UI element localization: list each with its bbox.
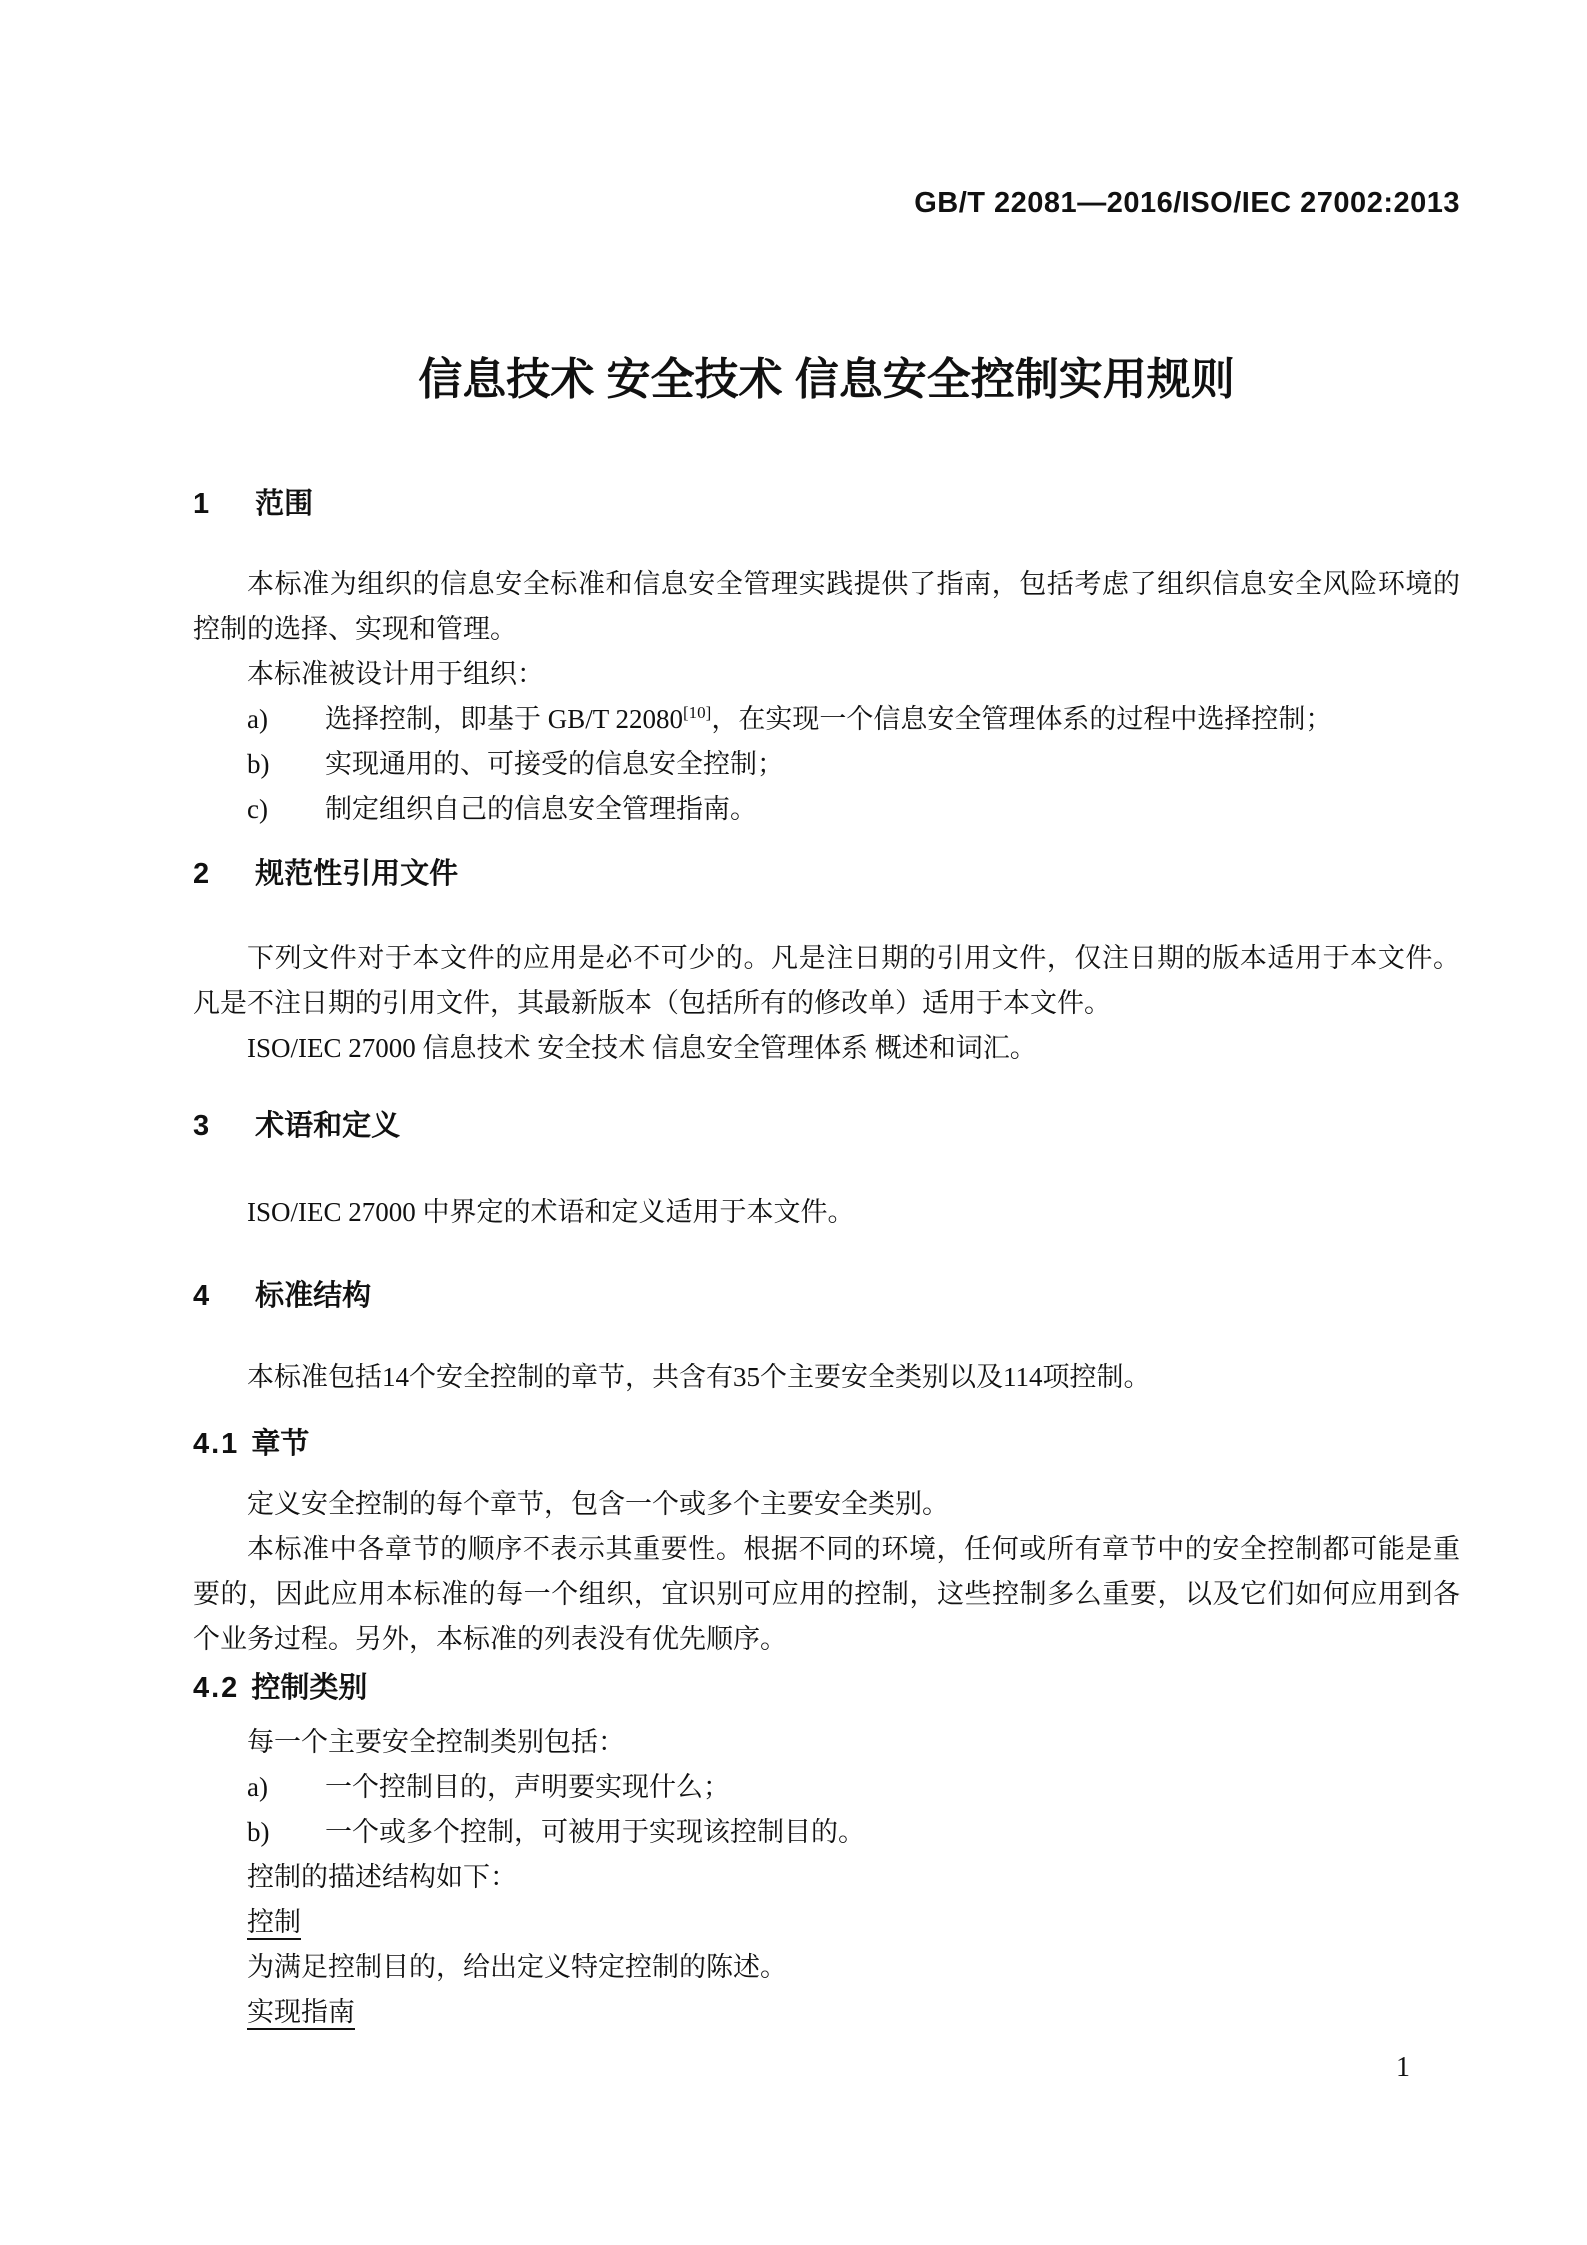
section-1-list [193, 697, 1460, 832]
section-4-1-title: 章节 [251, 1428, 310, 1460]
document-code-header: GB/T 22081—2016/ISO/IEC 27002:2013 [914, 187, 1460, 219]
list-item-a-text-before: 选择控制，即基于 GB/T 22080 [325, 704, 684, 734]
list-item-a [247, 1765, 1460, 1810]
section-4-2-heading [193, 1672, 1460, 1704]
page-number: 1 [1396, 2052, 1410, 2083]
section-4-2-paragraph-2: 控制的描述结构如下： [247, 1862, 517, 1892]
list-item-a [247, 697, 1460, 742]
section-4-1-number: 4.1 [193, 1428, 240, 1460]
section-4-2-list [193, 1765, 1460, 1855]
section-4-1-paragraph-1: 定义安全控制的每个章节，包含一个或多个主要安全类别。 [247, 1489, 949, 1519]
section-3-number: 3 [193, 1110, 210, 1142]
control-label-line [193, 1900, 1460, 1945]
section-4-2-number: 4.2 [193, 1672, 240, 1704]
section-1-paragraph-1: 本标准为组织的信息安全标准和信息安全管理实践提供了指南，包括考虑了组织信息安全风险环境的控制的选择、实现和管理。 [193, 569, 1460, 644]
document-title: 信息技术 安全技术 信息安全控制实用规则 [418, 355, 1235, 404]
section-3-title: 术语和定义 [255, 1110, 401, 1142]
section-4-1-paragraph-2: 本标准中各章节的顺序不表示其重要性。根据不同的环境，任何或所有章节中的安全控制都可能是重要的，因此应用本标准的每一个组织，宜识别可应用的控制，这些控制多么重要，以及它们如何应用到各个业务过程。另外，本标准的列表没有优先顺序。 [193, 1534, 1460, 1654]
section-2-paragraph-1: 下列文件对于本文件的应用是必不可少的。凡是注日期的引用文件，仅注日期的版本适用于本文件。凡是不注日期的引用文件，其最新版本（包括所有的修改单）适用于本文件。 [193, 943, 1460, 1018]
section-1-paragraph-2: 本标准被设计用于组织： [247, 659, 544, 689]
list-item-a-label: a) [247, 704, 268, 734]
section-1-heading [193, 488, 1460, 520]
implementation-guide-label-line [193, 1990, 1460, 2035]
section-1-title: 范围 [255, 488, 314, 520]
section-2-title: 规范性引用文件 [255, 858, 459, 890]
list-item-b-label: b) [247, 749, 270, 779]
section-4-paragraph-1: 本标准包括14个安全控制的章节，共含有35个主要安全类别以及114项控制。 [247, 1362, 1151, 1392]
reference-superscript: [10] [683, 703, 712, 722]
list-item-a-label: a) [247, 1772, 268, 1802]
section-4-number: 4 [193, 1280, 210, 1312]
section-1-number: 1 [193, 488, 210, 520]
list-item-c-text: 制定组织自己的信息安全管理指南。 [325, 794, 757, 824]
section-4-1-heading [193, 1428, 1460, 1460]
section-2-number: 2 [193, 858, 210, 890]
list-item-c [247, 787, 1460, 832]
list-item-a-text-after: ，在实现一个信息安全管理体系的过程中选择控制； [711, 704, 1333, 734]
list-item-c-label: c) [247, 794, 268, 824]
implementation-guide-label-underlined: 实现指南 [247, 1997, 355, 2030]
list-item-a-text [325, 697, 1460, 742]
section-4-2-paragraph-1: 每一个主要安全控制类别包括： [247, 1727, 625, 1757]
section-4-2-paragraph-3: 为满足控制目的，给出定义特定控制的陈述。 [247, 1952, 787, 1982]
section-3-paragraph-1: ISO/IEC 27000 中界定的术语和定义适用于本文件。 [247, 1197, 855, 1227]
section-3-heading [193, 1110, 1460, 1142]
section-4-2-title: 控制类别 [251, 1672, 368, 1704]
section-2-paragraph-2: ISO/IEC 27000 信息技术 安全技术 信息安全管理体系 概述和词汇。 [247, 1033, 1037, 1063]
list-item-b-text: 一个或多个控制，可被用于实现该控制目的。 [325, 1817, 865, 1847]
control-label-underlined: 控制 [247, 1907, 301, 1940]
list-item-b [247, 742, 1460, 787]
section-2-heading [193, 858, 1460, 890]
section-4-title: 标准结构 [255, 1280, 372, 1312]
list-item-b-label: b) [247, 1817, 270, 1847]
page-content [193, 0, 1460, 2035]
list-item-b-text: 实现通用的、可接受的信息安全控制； [325, 749, 784, 779]
list-item-a-text: 一个控制目的，声明要实现什么； [325, 1772, 730, 1802]
section-4-heading [193, 1280, 1460, 1312]
list-item-b [247, 1810, 1460, 1855]
